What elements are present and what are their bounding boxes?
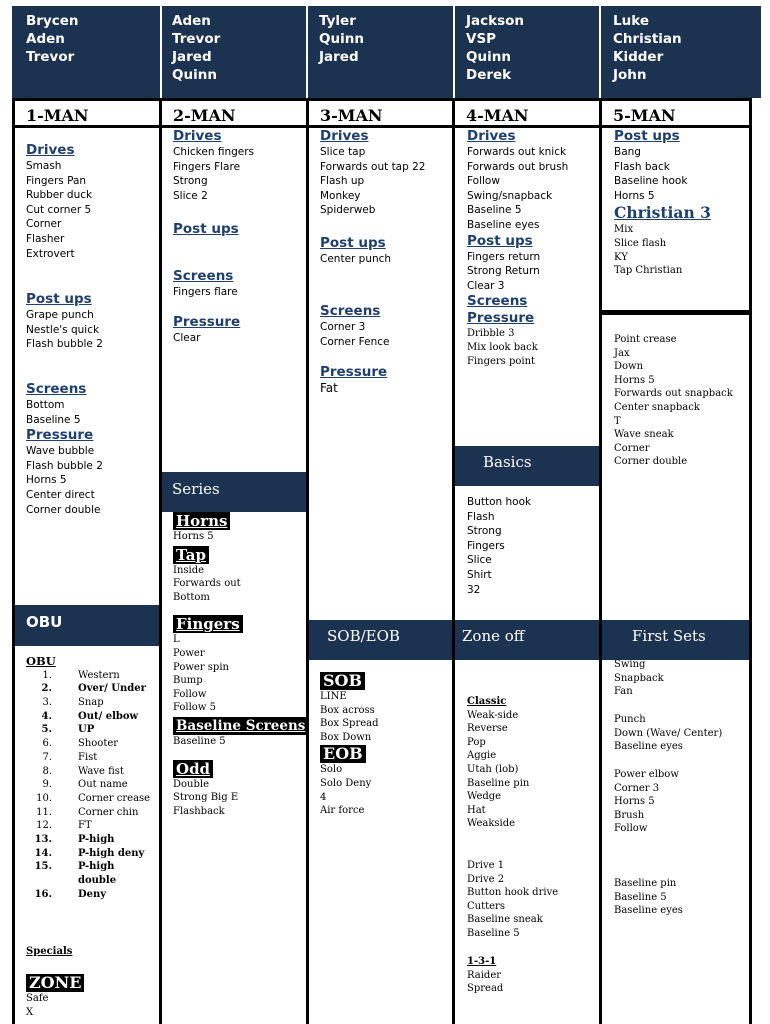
col1-drives: Drives Smash Fingers Pan Rubber duck Cut corner 5 Corner Flasher Extrovert xyxy=(26,142,93,260)
series-list: Horns Horns 5 Tap Inside Forwards out Bottom Fingers L Power Power spin Bump Follow Follow 5 Baseline Screens Baseline 5 Odd Double Strong Big E Flashback xyxy=(173,511,308,818)
first-sets-group3: Power elbow Corner 3 Horns 5 Brush Follow xyxy=(614,769,679,835)
col1-postups: Post ups Grape punch Nestle's quick Flash bubble 2 xyxy=(26,291,103,351)
col2-screens: Screens Fingers flare xyxy=(173,268,238,298)
col5-lower: Point crease Jax Down Horns 5 Forwards out snapback Center snapback T Wave sneak Corner Corner double xyxy=(614,334,733,468)
col2-pressure: Pressure Clear xyxy=(173,314,241,344)
col5-postups: Post ups Bang Flash back Baseline hook Horns 5 Christian 3 Mix Slice flash KY Tap Christian xyxy=(614,128,711,277)
obu-band-title: OBU xyxy=(26,613,63,631)
zone-off-classic: Classic Weak-side Reverse Pop Aggie Utah (lob) Baseline pin Wedge Hat Weakside xyxy=(467,696,530,830)
obu-specials: Specials xyxy=(26,946,73,957)
series-title: Series xyxy=(172,480,220,498)
col-head-3man: 3-MAN xyxy=(320,106,383,125)
zone-off-drives: Drive 1 Drive 2 Button hook drive Cutters Baseline sneak Baseline 5 xyxy=(467,860,559,939)
header-names-col2: Aden Trevor Jared Quinn xyxy=(172,13,221,83)
table-border-right xyxy=(749,98,752,1024)
header-names-col4: Jackson VSP Quinn Derek xyxy=(466,13,525,83)
col3-screens: Screens Corner 3 Corner Fence xyxy=(320,303,390,348)
col4-drives: Drives Forwards out knick Forwards out brush Follow Swing/snapback Baseline 5 Baseline eyes Post ups Fingers return Strong Return Clear 3 Screens Pressure Dribble 3 Mix look back Fingers point xyxy=(467,128,569,367)
col3-pressure: Pressure Fat xyxy=(320,364,388,395)
first-sets-group1: Swing Snapback Fan xyxy=(614,659,664,698)
col-head-2man: 2-MAN xyxy=(173,106,236,125)
col-head-4man: 4-MAN xyxy=(466,106,529,125)
first-sets-group2: Punch Down (Wave/ Center) Baseline eyes xyxy=(614,714,723,753)
col3-drives: Drives Slice tap Forwards out tap 22 Flash up Monkey Spiderweb xyxy=(320,128,426,217)
col2-postups: Post ups xyxy=(173,221,239,237)
header-names-col3: Tyler Quinn Jared xyxy=(319,13,364,65)
obu-list: OBU 1. Western 2. Over/ Under 3. Snap 4. Out/ elbow 5. UP 6. Shooter 7. Fist 8. Wave fist 9. Out name 10. Corner crease 11. Corner chin 12. FT 13. P-high 14. P-high deny 15. P-high double 16. Deny xyxy=(26,654,151,900)
table-border-left xyxy=(12,98,15,1024)
header-names-col5: Luke Christian Kidder John xyxy=(613,13,682,83)
col1-screens: Screens Bottom Baseline 5 Pressure Wave bubble Flash bubble 2 Horns 5 Center direct Corner double xyxy=(26,381,103,516)
col-head-1man: 1-MAN xyxy=(26,106,89,125)
zone-off-title: Zone off xyxy=(462,627,525,645)
col3-postups: Post ups Center punch xyxy=(320,235,392,265)
obu-zone: ZONE Safe X xyxy=(26,973,84,1019)
sob-eob-list: SOB LINE Box across Box Spread Box Down EOB Solo Solo Deny 4 Air force xyxy=(320,671,379,817)
basics-list: Button hook Flash Strong Fingers Slice Shirt 32 xyxy=(467,496,532,596)
first-sets-group4: Baseline pin Baseline 5 Baseline eyes xyxy=(614,878,683,917)
sob-eob-title: SOB/EOB xyxy=(327,627,400,645)
zone-off-131: 1-3-1 Raider Spread xyxy=(467,956,504,995)
basics-title: Basics xyxy=(483,453,532,471)
header-names-col1: Brycen Aden Trevor xyxy=(26,13,79,65)
first-sets-title: First Sets xyxy=(632,627,706,645)
col2-drives: Drives Chicken fingers Fingers Flare Strong Slice 2 xyxy=(173,128,255,202)
col-head-5man: 5-MAN xyxy=(613,106,676,125)
